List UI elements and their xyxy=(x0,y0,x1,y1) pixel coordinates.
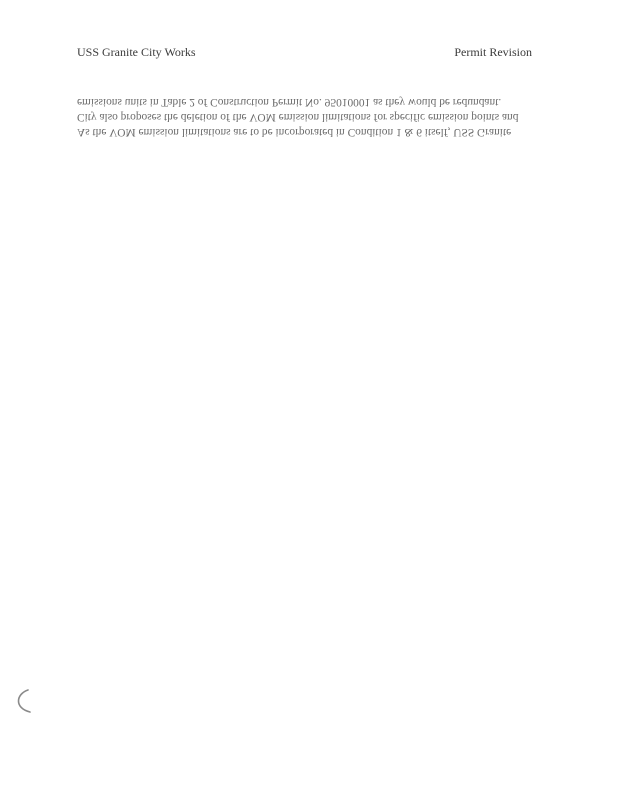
header-right-text: Permit Revision xyxy=(454,45,532,59)
bleed-through-text xyxy=(77,94,533,139)
bleed-through-line: City also proposes the deletion of the VOM emission limitations for specific emission points and xyxy=(77,111,519,123)
scan-artifact-mark xyxy=(12,688,34,714)
header-left-text: USS Granite City Works xyxy=(77,45,196,59)
bleed-through-line: emissions units in Table 2 of Construction Permit No. 95010001 as they would be redundant. xyxy=(77,96,502,108)
bleed-through-line: As the VOM emission limitations are to be incorporated in Condition 1 & 6 itself, USS Granite xyxy=(77,126,512,138)
